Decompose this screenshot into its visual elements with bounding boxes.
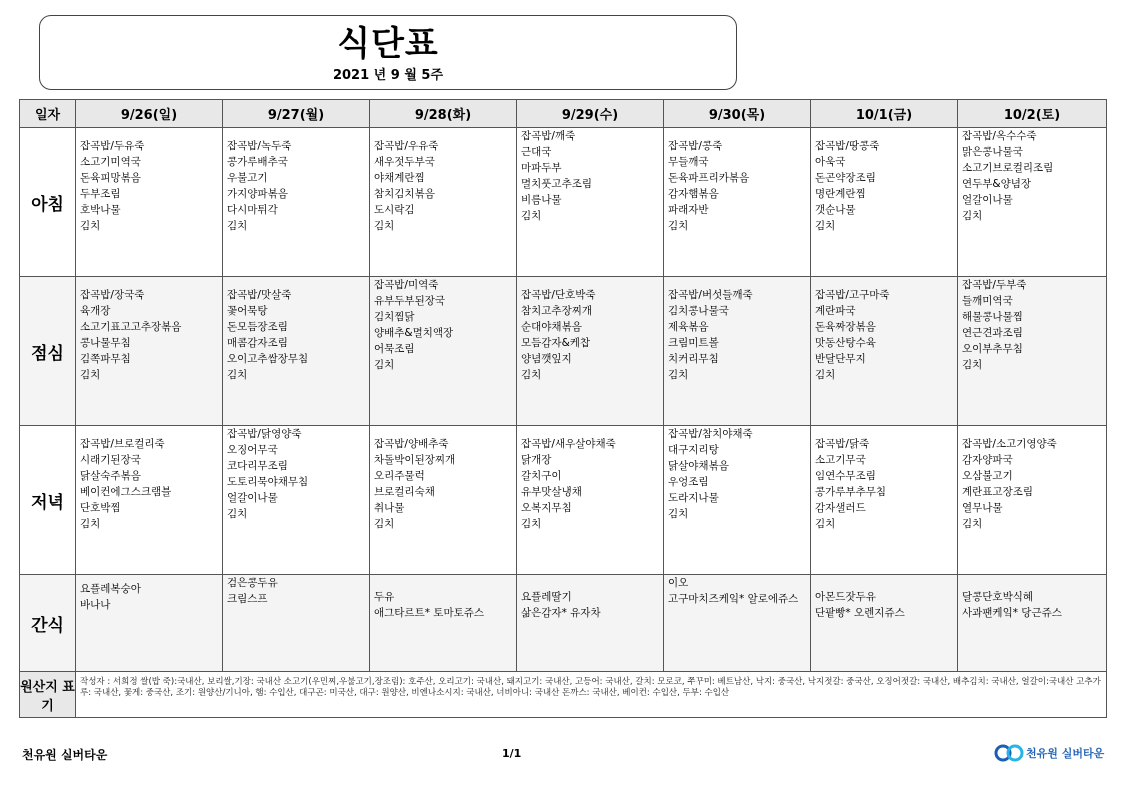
origin-text: 작성자 : 서희정 쌀(밥 죽):국내산, 보리쌀,기장: 국내산 소고기(우민찌,우불고기,장조림): 호주산, 오리고기: 국내산, 돼지고기: 국내산, 고등어: 국내산, 갈치: 모로코, 쭈꾸미: 베트남산, 낙지: 중국산, 낙지젓갈: 중국산, 오징어젓갈: 국내산, 배추김치: 국내산, 얼갈이:국내산 고추가루: 국내산, 꽃게: 중국산, 조기: 원양산/기니아, 햄: 수입산, 대구곤: 미국산, 대구: 원양산, 비엔나소시지: 국내산, 너비아니: 국내산 돈까스: 국내산, 베이컨: 수입산, 두부: 수입산 <box>76 672 1107 718</box>
menu-item: 도시락김 <box>374 204 415 216</box>
menu-list <box>370 575 516 621</box>
menu-item: 명란계란찜 <box>815 188 866 200</box>
menu-item: 감자양파국 <box>962 454 1013 466</box>
menu-item: 유부맛살냉채 <box>521 486 582 498</box>
menu-item: 잡곡밥/우유죽 <box>374 140 439 152</box>
menu-item: 시래기된장국 <box>80 454 141 466</box>
menu-item: 콩가루배추국 <box>227 156 288 168</box>
menu-cell <box>76 128 223 277</box>
menu-item: 감자햄볶음 <box>668 188 719 200</box>
menu-item: 잡곡밥/새우살야채죽 <box>521 438 616 450</box>
menu-item: 김치 <box>227 220 248 232</box>
footer-org-name: 천유원 실버타운 <box>22 748 108 762</box>
menu-item: 소고기미역국 <box>80 156 141 168</box>
menu-item: 순대야채볶음 <box>521 321 582 333</box>
menu-item: 오삼불고기 <box>962 470 1013 482</box>
menu-item: 근대국 <box>521 146 552 158</box>
menu-item: 김치 <box>374 220 395 232</box>
menu-item: 김치 <box>962 359 983 371</box>
menu-item: 김치찜닭 <box>374 311 415 323</box>
logo-text: 천유원 실버타운 <box>1026 747 1105 760</box>
menu-item: 오이부추무침 <box>962 343 1023 355</box>
menu-item: 소고기무국 <box>815 454 866 466</box>
menu-item: 단팥빵* 오렌지쥬스 <box>815 607 905 619</box>
menu-list <box>76 128 222 234</box>
menu-item: 크림미트볼 <box>668 337 719 349</box>
menu-list <box>76 426 222 532</box>
menu-item: 김쪽파무침 <box>80 353 131 365</box>
menu-item: 잡곡밥/옥수수죽 <box>962 130 1037 142</box>
menu-item: 김치 <box>668 508 689 520</box>
menu-list <box>811 128 957 234</box>
menu-item: 달콩단호박식혜 <box>962 591 1034 603</box>
menu-cell <box>664 426 811 575</box>
menu-cell <box>517 277 664 426</box>
menu-item: 오이고추쌈장무침 <box>227 353 309 365</box>
menu-list <box>811 277 957 383</box>
menu-list <box>958 277 1106 373</box>
corner-header: 일자 <box>20 100 76 128</box>
menu-cell <box>370 426 517 575</box>
meal-row <box>20 426 1107 575</box>
menu-item: 들깨미역국 <box>962 295 1013 307</box>
menu-cell <box>76 277 223 426</box>
menu-item: 해물콩나물찜 <box>962 311 1023 323</box>
menu-cell <box>664 128 811 277</box>
menu-item: 도토리묵야채무침 <box>227 476 309 488</box>
menu-cell <box>958 575 1107 672</box>
menu-item: 요플레복숭아 <box>80 583 141 595</box>
menu-item: 얼갈이나물 <box>962 194 1013 206</box>
menu-item: 새우젓두부국 <box>374 156 435 168</box>
menu-item: 돈육피망볶음 <box>80 172 141 184</box>
menu-item: 오징어무국 <box>227 444 278 456</box>
menu-item: 맑은콩나물국 <box>962 146 1023 158</box>
menu-list <box>370 128 516 234</box>
menu-item: 어묵조림 <box>374 343 415 355</box>
menu-item: 소고기브로컬리조림 <box>962 162 1054 174</box>
menu-cell <box>370 575 517 672</box>
menu-cell <box>958 277 1107 426</box>
menu-item: 김치 <box>668 220 689 232</box>
menu-item: 파래자반 <box>668 204 709 216</box>
menu-cell <box>517 426 664 575</box>
logo <box>994 741 1104 765</box>
menu-item: 크림스프 <box>227 593 268 605</box>
menu-item: 돈모듬장조림 <box>227 321 288 333</box>
menu-item: 잡곡밥/콩죽 <box>668 140 723 152</box>
menu-item: 가지양파볶음 <box>227 188 288 200</box>
day-header: 9/30(목) <box>664 100 811 128</box>
menu-item: 잡곡밥/브로컬리죽 <box>80 438 165 450</box>
menu-item: 요플레딸기 <box>521 591 572 603</box>
logo-mark-icon <box>994 742 1024 764</box>
meal-table <box>19 99 1107 718</box>
menu-item: 잡곡밥/버섯들깨죽 <box>668 289 753 301</box>
menu-item: 아욱국 <box>815 156 846 168</box>
menu-item: 계란파국 <box>815 305 856 317</box>
menu-item: 바나나 <box>80 599 111 611</box>
menu-item: 잡곡밥/참치야채죽 <box>668 428 753 440</box>
menu-item: 잡곡밥/깨죽 <box>521 130 576 142</box>
menu-list <box>223 575 369 607</box>
menu-item: 마파두부 <box>521 162 562 174</box>
menu-item: 잡곡밥/맛살죽 <box>227 289 292 301</box>
menu-item: 매콤감자조림 <box>227 337 288 349</box>
menu-item: 김치 <box>962 518 983 530</box>
menu-item: 잡곡밥/녹두죽 <box>227 140 292 152</box>
menu-item: 돈곤약장조림 <box>815 172 876 184</box>
menu-item: 애그타르트* 토마토쥬스 <box>374 607 485 619</box>
menu-list <box>958 128 1106 224</box>
menu-item: 김치콩나물국 <box>668 305 729 317</box>
meal-row <box>20 575 1107 672</box>
menu-item: 열무나물 <box>962 502 1003 514</box>
menu-cell <box>517 128 664 277</box>
menu-item: 잡곡밥/고구마죽 <box>815 289 890 301</box>
meal-row <box>20 128 1107 277</box>
menu-item: 김치 <box>227 508 248 520</box>
menu-item: 다시마튀각 <box>227 204 278 216</box>
menu-item: 브로컬리숙채 <box>374 486 435 498</box>
menu-cell <box>223 128 370 277</box>
menu-cell <box>958 426 1107 575</box>
menu-item: 도라지나물 <box>668 492 719 504</box>
menu-item: 닭살야채볶음 <box>668 460 729 472</box>
meal-label: 아침 <box>20 128 76 277</box>
menu-item: 김치 <box>80 369 101 381</box>
menu-list <box>223 426 369 522</box>
menu-item: 닭살숙주볶음 <box>80 470 141 482</box>
menu-list <box>517 128 663 224</box>
menu-cell <box>223 277 370 426</box>
menu-item: 김치 <box>521 369 542 381</box>
menu-cell <box>370 128 517 277</box>
menu-item: 김치 <box>374 518 395 530</box>
menu-cell <box>76 575 223 672</box>
menu-list <box>517 575 663 621</box>
day-header: 10/1(금) <box>811 100 958 128</box>
menu-item: 잡곡밥/두부죽 <box>962 279 1027 291</box>
menu-list <box>223 128 369 234</box>
menu-item: 김치 <box>815 220 836 232</box>
menu-item: 김치 <box>80 518 101 530</box>
menu-item: 우엉조림 <box>668 476 709 488</box>
menu-cell <box>223 575 370 672</box>
menu-list <box>76 575 222 613</box>
menu-item: 계란표고장조림 <box>962 486 1034 498</box>
menu-cell <box>811 128 958 277</box>
menu-item: 김치 <box>521 518 542 530</box>
day-header: 10/2(토) <box>958 100 1107 128</box>
day-header: 9/27(월) <box>223 100 370 128</box>
menu-item: 오복지무침 <box>521 502 572 514</box>
menu-item: 참치김치볶음 <box>374 188 435 200</box>
title-box <box>39 15 737 90</box>
menu-list <box>811 426 957 532</box>
menu-item: 두유 <box>374 591 395 603</box>
menu-item: 잡곡밥/닭죽 <box>815 438 870 450</box>
page-number: 1/1 <box>502 747 522 760</box>
menu-item: 치커리무침 <box>668 353 719 365</box>
menu-item: 육개장 <box>80 305 111 317</box>
menu-item: 무들깨국 <box>668 156 709 168</box>
day-header: 9/26(일) <box>76 100 223 128</box>
menu-list <box>958 575 1106 621</box>
menu-item: 대구지리탕 <box>668 444 719 456</box>
menu-item: 얼갈이나물 <box>227 492 278 504</box>
menu-item: 잡곡밥/두유죽 <box>80 140 145 152</box>
menu-item: 베이컨에그스크램블 <box>80 486 172 498</box>
menu-item: 콩나물무침 <box>80 337 131 349</box>
menu-item: 야채계란찜 <box>374 172 425 184</box>
menu-item: 김치 <box>80 220 101 232</box>
menu-item: 김치 <box>227 369 248 381</box>
menu-item: 취나물 <box>374 502 405 514</box>
menu-item: 이오 <box>668 577 689 589</box>
menu-item: 돈육짜장볶음 <box>815 321 876 333</box>
meal-label: 저녁 <box>20 426 76 575</box>
meal-row <box>20 277 1107 426</box>
header-row <box>20 100 1107 128</box>
menu-list <box>664 426 810 522</box>
menu-cell <box>223 426 370 575</box>
menu-list <box>958 426 1106 532</box>
meal-label: 점심 <box>20 277 76 426</box>
menu-item: 닭개장 <box>521 454 552 466</box>
menu-item: 김치 <box>668 369 689 381</box>
menu-cell <box>517 575 664 672</box>
menu-item: 갈치구이 <box>521 470 562 482</box>
menu-item: 호박나물 <box>80 204 121 216</box>
menu-item: 콩가루부추무침 <box>815 486 887 498</box>
menu-item: 삶은감자* 유자차 <box>521 607 601 619</box>
meal-body <box>20 128 1107 672</box>
menu-item: 잡곡밥/땅콩죽 <box>815 140 880 152</box>
menu-item: 갯순나물 <box>815 204 856 216</box>
menu-cell <box>811 575 958 672</box>
origin-row <box>20 672 1107 718</box>
menu-cell <box>811 426 958 575</box>
menu-item: 양념깻잎지 <box>521 353 572 365</box>
menu-item: 잡곡밥/닭영양죽 <box>227 428 302 440</box>
menu-item: 코다리무조림 <box>227 460 288 472</box>
day-header: 9/28(화) <box>370 100 517 128</box>
menu-item: 단호박찜 <box>80 502 121 514</box>
menu-cell <box>664 277 811 426</box>
menu-item: 유부두부된장국 <box>374 295 446 307</box>
menu-item: 잡곡밥/미역죽 <box>374 279 439 291</box>
menu-list <box>517 277 663 383</box>
menu-item: 감자샐러드 <box>815 502 866 514</box>
page-subtitle: 2021 년 9 월 5주 <box>332 68 444 83</box>
menu-item: 비름나물 <box>521 194 562 206</box>
menu-item: 반달단무지 <box>815 353 866 365</box>
menu-item: 돈육파프리카볶음 <box>668 172 750 184</box>
menu-item: 사과팬케잌* 당근쥬스 <box>962 607 1062 619</box>
menu-item: 모듬감자&케찹 <box>521 337 591 349</box>
menu-item: 고구마치즈케잌* 알로에쥬스 <box>668 593 799 605</box>
menu-cell <box>811 277 958 426</box>
menu-cell <box>370 277 517 426</box>
menu-list <box>370 277 516 373</box>
menu-list <box>223 277 369 383</box>
menu-item: 김치 <box>521 210 542 222</box>
menu-item: 잡곡밥/단호박죽 <box>521 289 596 301</box>
page-title: 식단표 <box>337 24 439 64</box>
menu-item: 꽃어묵탕 <box>227 305 268 317</box>
menu-item: 참치고추장찌개 <box>521 305 593 317</box>
menu-item: 연근견과조림 <box>962 327 1023 339</box>
meal-label: 간식 <box>20 575 76 672</box>
origin-label: 원산지 표기 <box>20 672 76 718</box>
menu-item: 오리주물럭 <box>374 470 425 482</box>
menu-item: 잡곡밥/양배추죽 <box>374 438 449 450</box>
menu-item: 연두부&양념장 <box>962 178 1032 190</box>
menu-cell <box>958 128 1107 277</box>
menu-item: 소고기표고고추장볶음 <box>80 321 182 333</box>
menu-list <box>811 575 957 621</box>
menu-cell <box>664 575 811 672</box>
menu-list <box>664 128 810 234</box>
menu-item: 임연수무조림 <box>815 470 876 482</box>
menu-item: 아몬드잣두유 <box>815 591 876 603</box>
menu-item: 김치 <box>962 210 983 222</box>
menu-item: 잡곡밥/장국죽 <box>80 289 145 301</box>
menu-list <box>664 575 810 607</box>
menu-list <box>664 277 810 383</box>
menu-list <box>76 277 222 383</box>
menu-item: 제육볶음 <box>668 321 709 333</box>
day-header: 9/29(수) <box>517 100 664 128</box>
menu-item: 잡곡밥/소고기영양죽 <box>962 438 1057 450</box>
menu-item: 두부조림 <box>80 188 121 200</box>
menu-list <box>517 426 663 532</box>
menu-item: 맛동산탕수육 <box>815 337 876 349</box>
menu-item: 양배추&멸치액장 <box>374 327 454 339</box>
menu-item: 멸치풋고추조림 <box>521 178 593 190</box>
menu-item: 김치 <box>815 518 836 530</box>
menu-item: 검은콩두유 <box>227 577 278 589</box>
menu-item: 우불고기 <box>227 172 268 184</box>
menu-item: 김치 <box>374 359 395 371</box>
menu-item: 김치 <box>815 369 836 381</box>
menu-list <box>370 426 516 532</box>
menu-item: 차돌박이된장찌개 <box>374 454 456 466</box>
menu-cell <box>76 426 223 575</box>
